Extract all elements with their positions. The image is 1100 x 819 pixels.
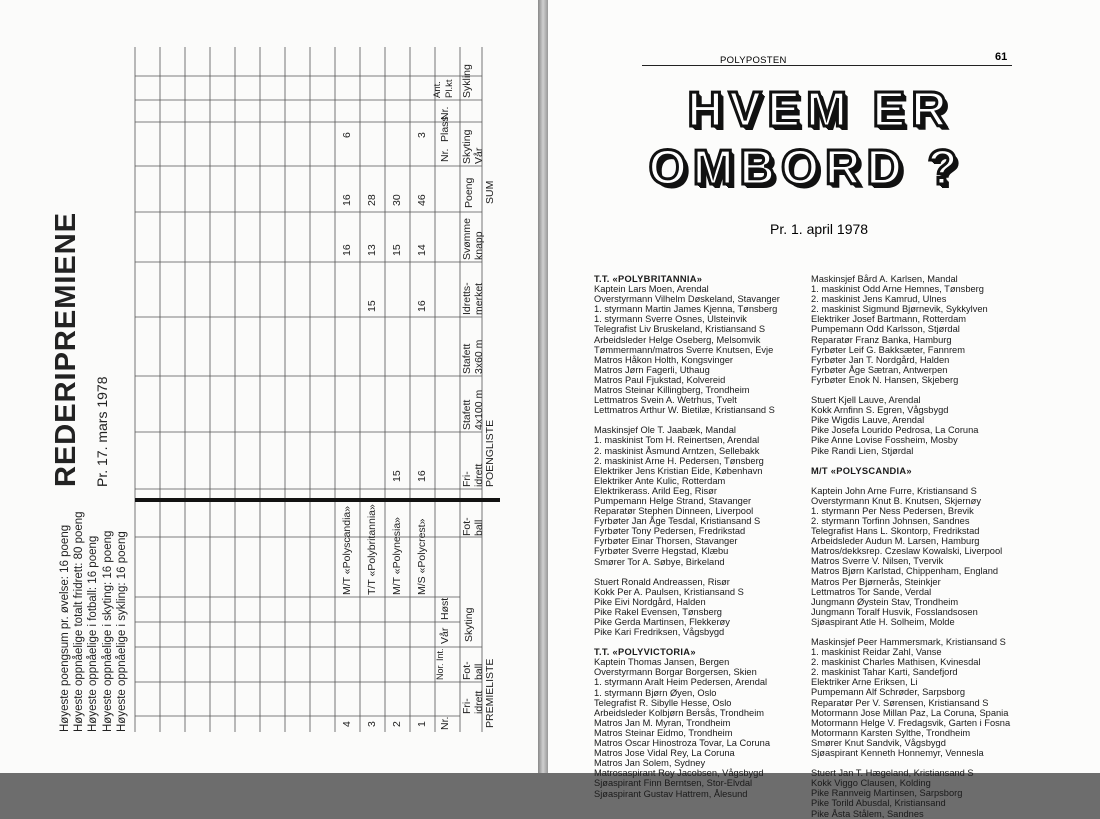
crew-line: 1. styrmann Martin James Kjenna, Tønsberg <box>594 304 778 315</box>
crew-line: Kokk Per A. Paulsen, Kristiansand S <box>594 586 744 597</box>
row-plass: 6 <box>341 132 353 138</box>
crew-column-right <box>811 274 1066 819</box>
crew-line: Overstyrmann Vilhelm Døskeland, Stavanger <box>594 294 780 305</box>
crew-line: Matros Jørn Fagerli, Uthaug <box>594 364 710 375</box>
ship-heading: T.T. «POLYVICTORIA» <box>594 647 696 658</box>
row-idretts: 15 <box>366 300 378 312</box>
ship-heading: T.T. «POLYBRITANNIA» <box>594 274 703 284</box>
row-svomme: 15 <box>391 244 403 256</box>
crew-line: Pumpemann Alf Schrøder, Sarpsborg <box>811 687 965 698</box>
h-vaar: Vår <box>439 627 451 644</box>
crew-line: Matrosaspirant Roy Jacobsen, Vågsbygd <box>594 768 764 779</box>
crew-line: Elektriker Jens Kristian Eide, København <box>594 465 763 476</box>
headline-line-2: OMBORD ? <box>648 141 964 195</box>
h-plass: Plass <box>439 116 451 142</box>
h-sykling: Sykling <box>461 64 473 98</box>
rotated-content <box>50 47 500 732</box>
crew-line: 1. styrmann Per Ness Pedersen, Brevik <box>811 505 974 516</box>
crew-line: Kokk Arnfinn S. Egren, Vågsbygd <box>811 405 949 416</box>
crew-line: Reparatør Stephen Dinneen, Liverpool <box>594 506 754 517</box>
crew-line: Matros Steinar Killingberg, Trondheim <box>594 385 750 396</box>
crew-line: 1. maskinist Tom H. Reinertsen, Arendal <box>594 435 760 446</box>
crew-line: Pumpemann Odd Karlsson, Stjørdal <box>811 324 960 335</box>
row-poeng: 46 <box>416 194 428 206</box>
crew-line: 1. maskinist Reidar Zahl, Vanse <box>811 647 942 658</box>
left-date: Pr. 17. mars 1978 <box>94 376 110 487</box>
crew-line: Maskinsjef Peer Hammersmark, Kristiansand S <box>811 637 1006 647</box>
crew-line: Fyrbøter Sverre Hegstad, Klæbu <box>594 546 729 557</box>
spacer <box>811 456 1066 466</box>
row-nr: 3 <box>366 721 378 727</box>
row-plass: 3 <box>416 132 428 138</box>
poengliste-label: POENGLISTE <box>484 419 496 487</box>
row-fri: 16 <box>416 470 428 482</box>
crew-line: Fyrbøter Enok N. Hansen, Skjeberg <box>811 374 959 385</box>
h-ant-plkt: Ant. Pl.kt <box>432 79 455 98</box>
crew-line: Sjøaspirant Gustav Hattrem, Ålesund <box>594 788 748 799</box>
crew-line: Matros Steinar Eidmo, Trondheim <box>594 727 733 738</box>
ship-heading: M/T «POLYSCANDIA» <box>811 465 912 476</box>
crew-line: 1. styrmann Aralt Heim Pedersen, Arendal <box>594 677 768 688</box>
h-skyting: Skyting <box>463 607 475 642</box>
crew-line: 2. maskinist Sigmund Bjørnevik, Sykkylven <box>811 304 988 315</box>
note-line: Høyeste oppnåelige i fotball: 16 poeng <box>87 535 100 732</box>
left-title: REDERIPREMIENE <box>50 211 82 487</box>
spacer <box>811 385 1066 395</box>
h-fotball: Fot- ball <box>461 661 485 680</box>
crew-line: Fyrbøter Åge Sætran, Antwerpen <box>811 364 948 375</box>
crew-line: 2. maskinist Jens Kamrud, Ulnes <box>811 294 947 305</box>
crew-line: Pike Rannveig Martinsen, Sarpsborg <box>811 788 963 799</box>
crew-line: 2. styrmann Torfinn Johnsen, Sandnes <box>811 515 970 526</box>
crew-line: Matros Sverre V. Nilsen, Tvervik <box>811 556 944 567</box>
note-line: Høyeste poengsum pr. øvelse: 16 poeng <box>59 524 71 732</box>
crew-line: Smører Knut Sandvik, Vågsbygd <box>811 737 946 748</box>
crew-line: Elektrikerass. Arild Eeg, Risør <box>594 485 717 496</box>
crew-line: Fyrbøter Tony Pedersen, Fredrikstad <box>594 526 746 537</box>
row-svomme: 16 <box>341 244 353 256</box>
crew-line: Sjøaspirant Finn Berntsen, Stor-Elvdal <box>594 778 753 789</box>
crew-line: Matros Oscar Hinostroza Tovar, La Coruna <box>594 738 771 749</box>
crew-line: Matros Paul Fjukstad, Kolvereid <box>594 374 726 385</box>
crew-line: Pike Wigdis Lauve, Arendal <box>811 415 925 426</box>
crew-line: Reparatør Per V. Sørensen, Kristiansand S <box>811 697 989 708</box>
row-nr: 4 <box>341 721 353 727</box>
crew-line: Pike Josefa Lourido Pedrosa, La Coruna <box>811 425 979 436</box>
crew-line: Pike Torild Abusdal, Kristiansand <box>811 798 946 809</box>
crew-line: Matros Per Bjørnerås, Steinkjer <box>811 576 941 587</box>
crew-line: Fyrbøter Einar Thorsen, Stavanger <box>594 536 738 547</box>
h-skyting-vaar: Skyting Vår <box>461 129 485 164</box>
crew-line: Jungmann Toralf Husvik, Fosslandsosen <box>811 606 978 617</box>
row-poeng: 30 <box>391 194 403 206</box>
crew-line: Kaptein Thomas Jansen, Bergen <box>594 657 730 668</box>
row-nr: 2 <box>391 721 403 727</box>
crew-line: Fyrbøter Leif G. Bakksæter, Fannrem <box>811 344 965 355</box>
crew-line: Matros Jan M. Myran, Trondheim <box>594 717 731 728</box>
h-fri-idrett-2: Fri- idrett <box>461 463 485 487</box>
sum-label: SUM <box>484 180 496 204</box>
crew-line: Jungmann Øystein Stav, Trondheim <box>811 596 959 607</box>
h-idrettsmerket: Idretts- merket <box>461 282 485 315</box>
crew-line: Arbeidsleder Audun M. Larsen, Hamburg <box>811 536 980 547</box>
spacer <box>594 415 824 425</box>
left-page <box>0 0 538 773</box>
right-page <box>548 0 1100 819</box>
crew-line: Pike Randi Lien, Stjørdal <box>811 445 914 456</box>
row-ship: M/T «Polynesia» <box>391 516 403 595</box>
spacer <box>811 476 1066 486</box>
crew-line: Smører Tor A. Søbye, Birkeland <box>594 556 725 567</box>
crew-line: Telegrafist Liv Bruskeland, Kristiansand S <box>594 324 766 335</box>
spacer <box>811 627 1066 637</box>
crew-line: 1. maskinist Odd Arne Hemnes, Tønsberg <box>811 284 984 295</box>
h-poeng: Poeng <box>463 177 475 208</box>
crew-line: 2. maskinist Charles Mathisen, Kvinesdal <box>811 657 981 668</box>
row-svomme: 13 <box>366 244 378 256</box>
crew-line: Arbeidsleder Kolbjørn Bersås, Trondheim <box>594 707 765 718</box>
h-svomme: Svømme knapp <box>461 218 485 260</box>
crew-line: Reparatør Franz Banka, Hamburg <box>811 334 952 345</box>
crew-line: Matros/dekksrep. Czeslaw Kowalski, Liverpool <box>811 546 1003 557</box>
h-stafett-4x100: Stafett 4x100 m <box>461 389 485 430</box>
crew-line: Overstyrmann Borgar Borgersen, Skien <box>594 667 757 678</box>
crew-line: Matros Håkon Holth, Kongsvinger <box>594 354 734 365</box>
row-ship: M/T «Polyscandia» <box>341 505 353 595</box>
crew-line: Telegrafist Hans L. Skontorp, Fredrikstad <box>811 526 980 537</box>
row-ship: M/S «Polycrest» <box>416 518 428 595</box>
page-header-rule <box>642 51 1012 66</box>
crew-line: 2. maskinist Tahar Karti, Sandefjord <box>811 667 958 678</box>
h-nr-2: Nr. <box>439 148 451 162</box>
spacer <box>811 758 1066 768</box>
note-line: Høyeste oppnåelige totalt fridrett: 80 poeng <box>73 511 86 732</box>
crew-line: Pike Anne Lovise Fossheim, Mosby <box>811 435 958 446</box>
page-number: 61 <box>995 51 1008 63</box>
crew-line: Matros Bjørn Karlstad, Chippenham, England <box>811 566 999 577</box>
row-ship: T/T «Polybritannia» <box>366 504 378 595</box>
crew-line: Pike Eivi Nordgård, Halden <box>594 596 706 607</box>
crew-line: Pike Kari Fredriksen, Vågsbygd <box>594 627 725 638</box>
crew-line: Elektriker Ante Kulic, Rotterdam <box>594 475 726 486</box>
crew-line: Matros Jose Vidal Rey, La Coruna <box>594 748 735 759</box>
crew-line: Kaptein Lars Moen, Arendal <box>594 284 709 295</box>
crew-line: Kokk Viggo Clausen, Kolding <box>811 778 931 789</box>
crew-line: Telegrafist R. Sibylle Hesse, Oslo <box>594 697 732 708</box>
crew-line: Stuert Jan T. Hægeland, Kristiansand S <box>811 768 974 779</box>
crew-line: Arbeidsleder Helge Oseberg, Melsomvik <box>594 334 761 345</box>
h-nr: Nr. <box>439 716 451 730</box>
crew-line: Pike Rakel Evensen, Tønsberg <box>594 606 722 617</box>
crew-line: Motormann Karsten Sylthe, Trondheim <box>811 727 971 738</box>
crew-line: 2. maskinist Arne H. Pedersen, Tønsberg <box>594 455 764 466</box>
crew-line: Matros Jan Solem, Sydney <box>594 758 706 769</box>
note-line: Høyeste oppnåelige i sykling: 16 poeng <box>115 531 128 732</box>
crew-line: Maskinsjef Ole T. Jaabæk, Mandal <box>594 425 736 436</box>
crew-line: Elektriker Josef Bartmann, Rotterdam <box>811 314 967 325</box>
crew-line: Elektriker Arne Eriksen, Li <box>811 677 918 688</box>
crew-line: Pike Gerda Martinsen, Flekkerøy <box>594 617 730 627</box>
headline-line-1: HVEM ER <box>687 83 953 137</box>
h-fotball-2: Fot- ball <box>461 517 485 536</box>
crew-line: Overstyrmann Knut B. Knutsen, Skjernøy <box>811 495 981 506</box>
spacer <box>594 567 824 577</box>
crew-line: Stuert Kjell Lauve, Arendal <box>811 395 921 406</box>
h-nor-int: Nor. Int. <box>435 648 445 680</box>
row-poeng: 16 <box>341 194 353 206</box>
row-svomme: 14 <box>416 244 428 256</box>
h-stafett-3x60: Stafett 3x60 m <box>461 339 485 374</box>
crew-line: Tømmermann/matros Sverre Knutsen, Evje <box>594 344 774 355</box>
magazine-name: POLYPOSTEN <box>720 55 787 66</box>
crew-column-left <box>594 274 824 799</box>
crew-line: Fyrbøter Jan Åge Tesdal, Kristiansand S <box>594 516 761 527</box>
premieliste-label: PREMIELISTE <box>484 658 496 728</box>
row-fri: 15 <box>391 470 403 482</box>
note-line: Høyeste oppnåelige i skyting: 16 poeng <box>101 530 114 732</box>
crew-line: Sjøaspirant Atle H. Solheim, Molde <box>811 616 955 627</box>
crew-date: Pr. 1. april 1978 <box>770 221 869 237</box>
h-nr-3: Nr. <box>439 106 451 120</box>
crew-line: Motormann Helge V. Fredagsvik, Garten i Fosna <box>811 717 1011 728</box>
row-poeng: 28 <box>366 194 378 206</box>
crew-line: Maskinsjef Bård A. Karlsen, Mandal <box>811 274 958 284</box>
spacer <box>594 637 824 647</box>
h-fri-idrett: Fri- idrett <box>461 690 485 714</box>
crew-line: Motormann Jose Millan Paz, La Coruna, Spania <box>811 707 1009 718</box>
row-idretts: 16 <box>416 300 428 312</box>
score-table-grid <box>50 47 500 732</box>
crew-line: 1. styrmann Sverre Osnes, Ulsteinvik <box>594 314 747 325</box>
h-host: Høst <box>439 597 451 620</box>
crew-line: 1. styrmann Bjørn Øyen, Oslo <box>594 687 717 698</box>
crew-line: Kaptein John Arne Furre, Kristiansand S <box>811 485 977 496</box>
crew-line: Stuert Ronald Andreassen, Risør <box>594 576 730 587</box>
crew-line: Lettmatros Svein A. Wetrhus, Tvelt <box>594 395 737 406</box>
crew-line: Pike Åsta Stålem, Sandnes <box>811 808 924 819</box>
crew-line: 2. maskinist Åsmund Arntzen, Sellebakk <box>594 445 760 456</box>
crew-line: Lettmatros Arthur W. Bietilæ, Kristiansand S <box>594 405 775 416</box>
crew-line: Pumpemann Helge Strand, Stavanger <box>594 495 752 506</box>
crew-line: Fyrbøter Jan T. Nordgård, Halden <box>811 354 950 365</box>
crew-line: Lettmatros Tor Sande, Verdal <box>811 586 932 597</box>
row-nr: 1 <box>416 721 428 727</box>
crew-line: Sjøaspirant Kenneth Honnemyr, Vennesla <box>811 748 984 759</box>
